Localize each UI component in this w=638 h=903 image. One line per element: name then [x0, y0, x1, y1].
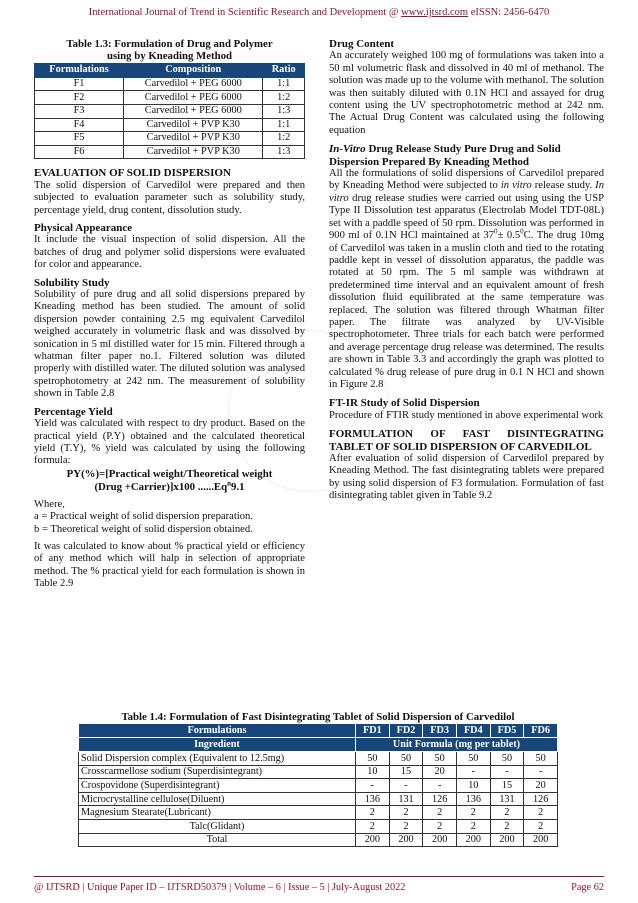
table14-ingredient-cell: Talc(Glidant) — [79, 819, 356, 833]
formula-sup: n — [227, 479, 232, 488]
table13-caption-line2: using by Kneading Method — [106, 50, 233, 63]
ivr-t2-italic: In vitro — [329, 180, 604, 204]
table14-row — [79, 833, 558, 847]
ivr-sup2: 0 — [520, 227, 524, 236]
ivr-t1-italic: in vitro — [500, 180, 532, 192]
table13-cell: 1:2 — [263, 91, 305, 105]
yield-formula-line1: PY(%)=[Practical weight/Theoretical weight — [66, 467, 273, 480]
table13-cell: F4 — [35, 118, 124, 132]
table14-row — [79, 765, 558, 779]
journal-url-link[interactable]: www.ijtsrd.com — [401, 7, 469, 18]
table14-value-cell: - — [389, 779, 423, 793]
eval-heading: EVALUATION OF SOLID DISPERSION — [34, 167, 231, 180]
table14-row — [79, 806, 558, 820]
yield-formula-line2 — [34, 481, 305, 494]
table13-header-formulations: Formulations — [35, 63, 124, 77]
table14-row — [79, 752, 558, 766]
table13-row — [35, 132, 305, 146]
ivr-heading-rest: Drug Release Study Pure Drug and Solid Dispersion Prepared By Kneading Method — [329, 143, 561, 168]
table14-value-cell: 131 — [389, 792, 423, 806]
where-label: Where, — [34, 498, 65, 510]
ftir-heading: FT-IR Study of Solid Dispersion — [329, 397, 480, 410]
table13-cell: F1 — [35, 77, 124, 91]
table13-cell: 1:3 — [263, 105, 305, 119]
table13-cell: 1:1 — [263, 118, 305, 132]
table14-value-cell: 50 — [456, 752, 490, 766]
table13-cell: Carvedilol + PVP K30 — [124, 118, 263, 132]
table13-cell: F2 — [35, 91, 124, 105]
table14-value-cell: 2 — [490, 806, 524, 820]
table13-header-ratio: Ratio — [263, 63, 305, 77]
table14-value-cell: 2 — [524, 819, 558, 833]
table14-value-cell: - — [423, 779, 457, 793]
table14-value-cell: 10 — [356, 765, 390, 779]
formula-part-a: (Drug +Carrier)]x100 ......Eq — [94, 480, 228, 493]
table14-value-cell: 200 — [356, 833, 390, 847]
table14-value-cell: 2 — [356, 819, 390, 833]
table14-ingredient-cell: Magnesium Stearate(Lubricant) — [79, 806, 356, 820]
ivr-text — [329, 168, 604, 391]
yield-text: Yield was calculated with respect to dry product. Based on the practical yield (P.Y) obtained and the calculated theoretical yield (T.Y), % yield was calculated by using the following formula: — [34, 418, 305, 467]
table13-cell: F3 — [35, 105, 124, 119]
table14-header-fd6: FD6 — [524, 724, 558, 738]
table14-value-cell: 50 — [356, 752, 390, 766]
table13-cell: F6 — [35, 145, 124, 159]
table14-value-cell: 50 — [490, 752, 524, 766]
table14-value-cell: 10 — [456, 779, 490, 793]
table14-value-cell: 200 — [423, 833, 457, 847]
table13-cell: Carvedilol + PVP K30 — [124, 132, 263, 146]
table14-ingredient-cell: Crospovidone (Superdisintegrant) — [79, 779, 356, 793]
table13-cell: 1:3 — [263, 145, 305, 159]
table13-row — [35, 105, 305, 119]
sol-heading: Solubility Study — [34, 276, 110, 289]
table14-value-cell: 126 — [524, 792, 558, 806]
yield-text2: It was calculated to know about % practical yield or efficiency of any method which will halp in selection of appropriate method. The % practical yield for each formulation is shown in Table 2.9 — [34, 540, 305, 590]
ivr-sup1: 0 — [493, 227, 498, 236]
table13-caption-line1: Table 1.3: Formulation of Drug and Polymer — [66, 38, 273, 50]
table14-value-cell: 15 — [389, 765, 423, 779]
ftir-text: Procedure of FTIR study mentioned in above experimental work — [329, 409, 604, 421]
table14-header-unit: Unit Formula (mg per tablet) — [356, 738, 558, 752]
table14-ingredient-cell: Microcrystalline cellulose(Diluent) — [79, 792, 356, 806]
ivr-heading — [329, 143, 604, 168]
right-column — [329, 38, 604, 503]
table14-value-cell: - — [456, 765, 490, 779]
table14-ingredient-cell: Crosscarmellose sodium (Superdisintegrant) — [79, 765, 356, 779]
ivr-t3: drug release studies were carried out using using the USP Type II Dissolution test apparatus (Electrolab Model TDT-08L) set with a paddle speed of 50 rpm. Dissolution was performed in 900 ml of 0.1N HCl maintained at 37 — [329, 192, 604, 242]
table14-header-fd1: FD1 — [356, 724, 390, 738]
table14-value-cell: 136 — [456, 792, 490, 806]
table14-header-ingredient: Ingredient — [79, 738, 356, 752]
table14-value-cell: 50 — [389, 752, 423, 766]
table14-header-fd5: FD5 — [490, 724, 524, 738]
table13-row — [35, 91, 305, 105]
table14-value-cell: 2 — [456, 819, 490, 833]
table14-header-formulations: Formulations — [79, 724, 356, 738]
journal-issn: eISSN: 2456-6470 — [468, 7, 550, 18]
ivr-heading-italic: In-Vitro — [329, 143, 366, 156]
table14-value-cell: 2 — [524, 806, 558, 820]
footer-info: @ IJTSRD | Unique Paper ID – IJTSRD50379 | Volume – 6 | Issue – 5 | July-August 2022 — [34, 882, 406, 893]
table13-cell: Carvedilol + PEG 6000 — [124, 105, 263, 119]
table14-header-fd2: FD2 — [389, 724, 423, 738]
eval-text: The solid dispersion of Carvedilol were prepared and then subjected to evaluation parameter such as solubility study, percentage yield, drug content, dissolution study. — [34, 179, 305, 216]
table13-cell: Carvedilol + PEG 6000 — [124, 77, 263, 91]
table14-value-cell: 15 — [490, 779, 524, 793]
ivr-t4: ± 0.5 — [497, 230, 521, 242]
where-a: a = Practical weight of solid dispersion preparation. — [34, 511, 253, 523]
table14-value-cell: 200 — [389, 833, 423, 847]
table13-row — [35, 118, 305, 132]
table14-value-cell: 200 — [524, 833, 558, 847]
table13-cell: Carvedilol + PEG 6000 — [124, 91, 263, 105]
left-column — [34, 38, 305, 591]
table13-header-composition: Composition — [124, 63, 263, 77]
page-footer — [34, 882, 604, 893]
table14-value-cell: - — [524, 765, 558, 779]
table14-value-cell: 20 — [524, 779, 558, 793]
formula-part-b: 9.1 — [231, 480, 245, 493]
yield-heading: Percentage Yield — [34, 405, 113, 418]
table14-block — [78, 711, 558, 847]
table14-caption: Table 1.4: Formulation of Fast Disintegrating Tablet of Solid Dispersion of Carvedilol — [121, 711, 515, 723]
sol-text: Solubility of pure drug and all solid dispersions prepared by Kneading method has been studied. The amount of solid dispersion powder containing 2.5 mg equivalent Carvedilol weighed accurately in volumetric flask and was dissolved by sonication in 5 ml distilled water for 15 min. Filtered through a whatman filter paper no.1. Filtered solution was diluted properly with distilled water. The diluted solution was analysed spetrophotometry at 242 nm. The measurement of solubility shown in Table 2.8 — [34, 289, 305, 400]
table14-value-cell: 126 — [423, 792, 457, 806]
table14-value-cell: 50 — [524, 752, 558, 766]
table14-row — [79, 779, 558, 793]
table13 — [34, 63, 305, 160]
table14-value-cell: - — [356, 779, 390, 793]
table14-value-cell: 2 — [456, 806, 490, 820]
table13-cell: F5 — [35, 132, 124, 146]
table13-cell: Carvedilol + PVP K30 — [124, 145, 263, 159]
table14-value-cell: 50 — [423, 752, 457, 766]
table14-value-cell: 2 — [423, 819, 457, 833]
table14-value-cell: 2 — [356, 806, 390, 820]
table14-value-cell: 2 — [389, 819, 423, 833]
table14-value-cell: - — [490, 765, 524, 779]
ivr-t1: All the formulations of solid dispersions of Carvedilol prepared by Kneading Method were subjected to — [329, 168, 604, 192]
table14-header-fd4: FD4 — [456, 724, 490, 738]
table14-value-cell: 131 — [490, 792, 524, 806]
journal-header — [0, 7, 638, 18]
fdt-text: After evaluation of solid dispersion of Carvedilol prepared by Kneading Method. The fast disintegrating tablets were prepared by using solid dispersion of F3 formulation. Formulation of fast disintegrating tablet given in Table 9.2 — [329, 453, 604, 502]
table14-ingredient-cell: Solid Dispersion complex (Equivalent to 12.5mg) — [79, 752, 356, 766]
page-number: Page 62 — [571, 882, 604, 893]
table13-row — [35, 145, 305, 159]
table14 — [78, 723, 558, 847]
dc-heading: Drug Content — [329, 38, 395, 50]
footer-divider — [34, 876, 604, 877]
table14-value-cell: 2 — [389, 806, 423, 820]
table14-value-cell: 2 — [490, 819, 524, 833]
table14-row — [79, 792, 558, 806]
table14-header-row1 — [79, 724, 558, 738]
table14-value-cell: 200 — [490, 833, 524, 847]
table14-ingredient-cell: Total — [79, 833, 356, 847]
table14-value-cell: 20 — [423, 765, 457, 779]
table14-value-cell: 200 — [456, 833, 490, 847]
ivr-t2: release study. — [531, 180, 596, 192]
table13-header-row — [35, 63, 305, 77]
table13-cell: 1:1 — [263, 77, 305, 91]
ivr-t5: C. The drug 10mg of Carvedilol was taken in a muslin cloth and tied to the rotating paddle kept in vessel of dissolution apparatus, the paddle was rotated at 50 rpm. The 5 ml sample was withdrawn at predetermined time interval and an equivalent amount of fresh dissolution fluid equilibrated at the same temperature was replaced. The solution was filtered through Whatman filter paper. The filtrate was analyzed by UV-Visible spectrophotometer. Three trials for each batch were performed and average percentage drug release was determined. The results are shown in Table 3.3 and accordingly the graph was plotted to calculated % drug release of pure drug in 0.1 N HCl and shown in Figure 2.8 — [329, 230, 604, 390]
table13-row — [35, 77, 305, 91]
table14-value-cell: 136 — [356, 792, 390, 806]
journal-name: International Journal of Trend in Scientific Research and Development @ — [88, 7, 402, 18]
table14-header-fd3: FD3 — [423, 724, 457, 738]
table14-value-cell: 2 — [423, 806, 457, 820]
table14-row — [79, 819, 558, 833]
dc-text: An accurately weighed 100 mg of formulations was taken into a 50 ml volumetric flask and dissolved in 40 ml of methanol. The solution was made up to the volume with methanol. The solution was then suitably diluted with 0.1N HCl and assayed for drug content using the UV spectrophotometric method at 242 nm. The Actual Drug Content was calculated using the following equation — [329, 50, 604, 136]
phys-heading: Physical Appearance — [34, 222, 133, 234]
fdt-heading: FORMULATION OF FAST DISINTEGRATING TABLET OF SOLID DISPERSION OF CARVEDILOL — [329, 428, 604, 453]
table14-header-row2 — [79, 738, 558, 752]
table13-cell: 1:2 — [263, 132, 305, 146]
phys-text: It include the visual inspection of solid dispersion. All the batches of drug and polymer solid dispersions were evaluated for color and appearance. — [34, 234, 305, 271]
where-b: b = Theoretical weight of solid dispersion obtained. — [34, 523, 253, 535]
